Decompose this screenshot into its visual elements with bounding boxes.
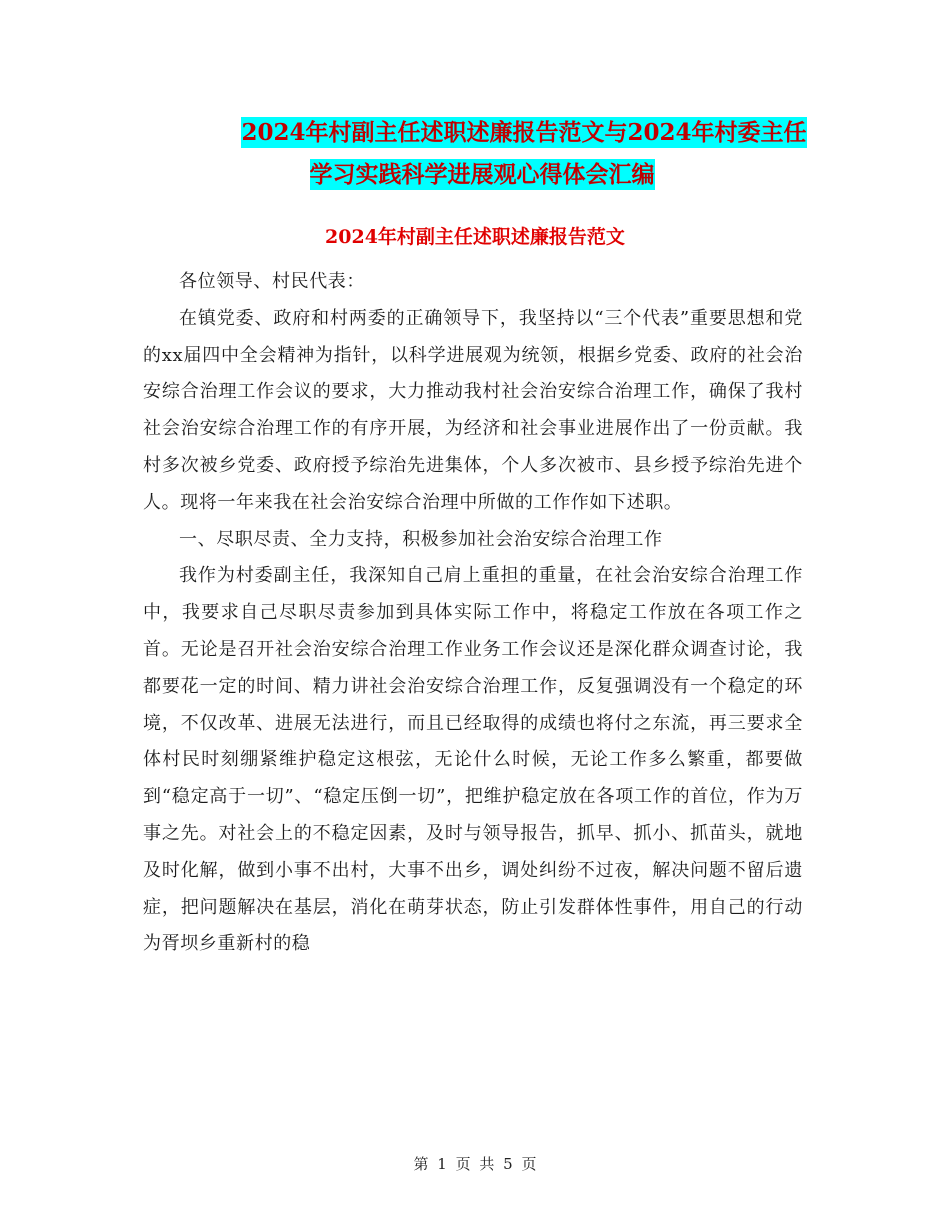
paragraph-salutation: 各位领导、村民代表： bbox=[179, 271, 365, 292]
paragraph-intro: 在镇党委、政府和村两委的正确领导下，我坚持以“三个代表”重要思想和党的xx届四中全会精神为指针，以科学进展观为统领，根据乡党委、政府的社会治安综合治理工作会议的要求，大力推动我村社会治安综合治理工作，确保了我村社会治安综合治理工作的有序开展，为经济和社会事业进展作出了一份贡献。我村多次被乡党委、政府授予综治先进集体，个人多次被市、县乡授予综治先进个人。现将一年来我在社会治安综合治理中所做的工作作如下述职。 bbox=[143, 307, 803, 513]
title-line-1: 2024年村副主任述职述廉报告范文与2024年村委主任 bbox=[241, 119, 807, 146]
section-title: 2024年村副主任述职述廉报告范文 bbox=[325, 226, 625, 248]
title-line-2: 学习实践科学进展观心得体会汇编 bbox=[309, 161, 655, 188]
paragraph-body-1: 我作为村委副主任，我深知自己肩上重担的重量，在社会治安综合治理工作中，我要求自己尽职尽责参加到具体实际工作中，将稳定工作放在各项工作之首。无论是召开社会治安综合治理工作业务工作会议还是深化群众调查讨论，我都要花一定的时间、精力讲社会治安综合治理工作，反复强调没有一个稳定的环境，不仅改革、进展无法进行，而且已经取得的成绩也将付之东流，再三要求全体村民时刻绷紧维护稳定这根弦，无论什么时候，无论工作多么繁重，都要做到“稳定高于一切”、“稳定压倒一切”，把维护稳定放在各项工作的首位，作为万事之先。对社会上的不稳定因素，及时与领导报告，抓早、抓小、抓苗头，就地及时化解，做到小事不出村，大事不出乡，调处纠纷不过夜，解决问题不留后遗症，把问题解决在基层，消化在萌芽状态，防止引发群体性事件，用自己的行动为胥坝乡重新村的稳 bbox=[143, 565, 803, 955]
page-footer: 第 1 页 共 5 页 bbox=[413, 1155, 537, 1173]
document-body bbox=[143, 264, 803, 963]
document-title bbox=[140, 112, 860, 196]
paragraph-heading-1: 一、尽职尽责、全力支持，积极参加社会治安综合治理工作 bbox=[179, 528, 663, 550]
